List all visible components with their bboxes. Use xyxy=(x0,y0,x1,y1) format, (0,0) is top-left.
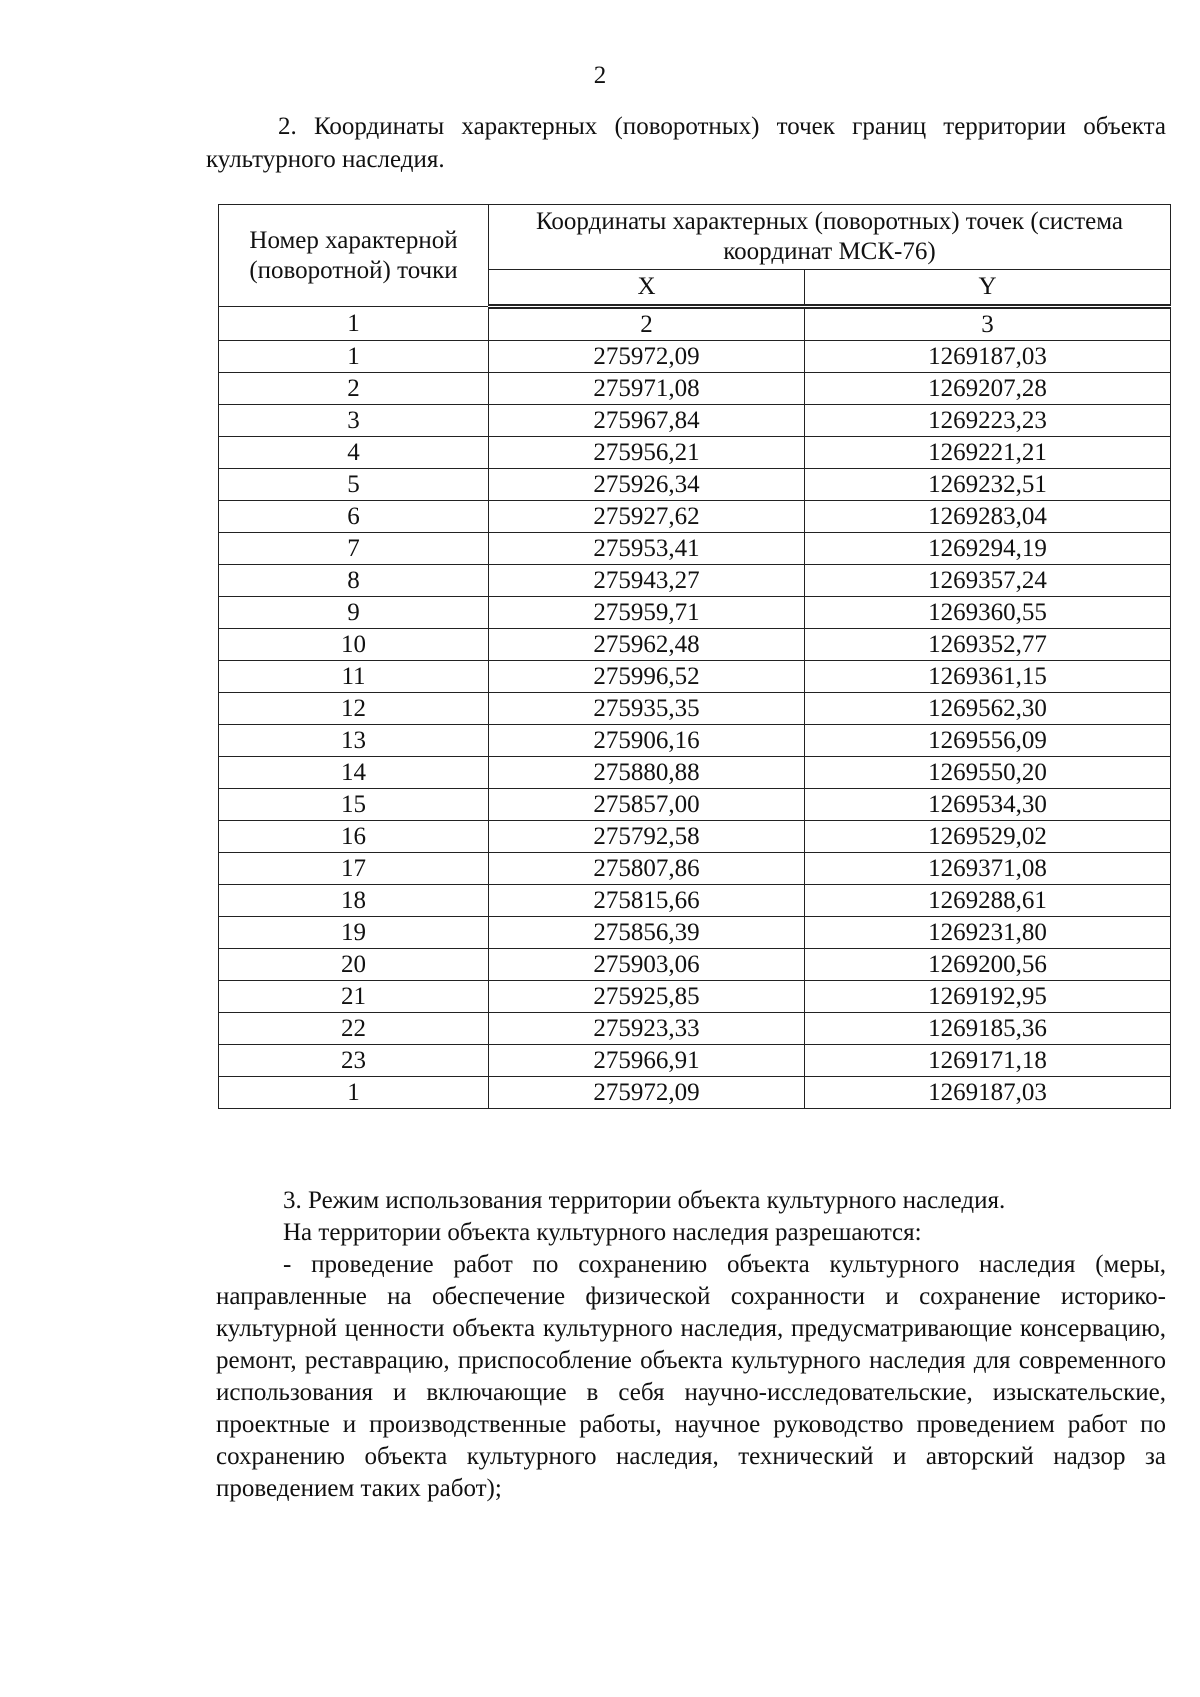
x-coordinate-cell: 275967,84 xyxy=(489,405,805,437)
table-row xyxy=(219,341,1171,373)
y-coordinate-cell: 1269294,19 xyxy=(805,533,1171,565)
point-number-cell: 14 xyxy=(219,757,489,789)
x-coordinate-cell: 275962,48 xyxy=(489,629,805,661)
x-coordinate-cell: 275857,00 xyxy=(489,789,805,821)
x-coordinate-cell: 275926,34 xyxy=(489,469,805,501)
y-coordinate-cell: 1269221,21 xyxy=(805,437,1171,469)
table-row xyxy=(219,1077,1171,1109)
x-coordinate-cell: 275966,91 xyxy=(489,1045,805,1077)
table-row xyxy=(219,373,1171,405)
x-coordinate-cell: 275856,39 xyxy=(489,917,805,949)
y-coordinate-cell: 1269562,30 xyxy=(805,693,1171,725)
column-number: 1 xyxy=(219,307,489,341)
point-number-cell: 7 xyxy=(219,533,489,565)
x-coordinate-cell: 275923,33 xyxy=(489,1013,805,1045)
point-number-cell: 5 xyxy=(219,469,489,501)
point-number-cell: 6 xyxy=(219,501,489,533)
table-row xyxy=(219,469,1171,501)
y-coordinate-cell: 1269231,80 xyxy=(805,917,1171,949)
table-row xyxy=(219,949,1171,981)
y-coordinate-cell: 1269556,09 xyxy=(805,725,1171,757)
table-row xyxy=(219,533,1171,565)
x-coordinate-cell: 275880,88 xyxy=(489,757,805,789)
y-coordinate-cell: 1269207,28 xyxy=(805,373,1171,405)
point-number-cell: 17 xyxy=(219,853,489,885)
section-3-title: 3. Режим использования территории объекта культурного наследия. xyxy=(283,1187,1006,1214)
point-number-cell: 16 xyxy=(219,821,489,853)
table-row xyxy=(219,565,1171,597)
table-row xyxy=(219,757,1171,789)
x-coordinate-cell: 275807,86 xyxy=(489,853,805,885)
point-number-cell: 20 xyxy=(219,949,489,981)
x-coordinate-cell: 275935,35 xyxy=(489,693,805,725)
x-coordinate-cell: 275972,09 xyxy=(489,1077,805,1109)
table-row xyxy=(219,853,1171,885)
table-row xyxy=(219,405,1171,437)
y-coordinate-cell: 1269232,51 xyxy=(805,469,1171,501)
table-row xyxy=(219,885,1171,917)
point-number-cell: 4 xyxy=(219,437,489,469)
x-coordinate-cell: 275903,06 xyxy=(489,949,805,981)
x-coordinate-cell: 275925,85 xyxy=(489,981,805,1013)
table-row xyxy=(219,789,1171,821)
section-3-item-1: - проведение работ по сохранению объекта культурного наследия (меры, направленные на обеспечение физической сохранности и сохранение историко-культурной ценности объекта культурного наследия, предусматривающие консервацию, ремонт, реставрацию, приспособление объекта культурного наследия для современного использования и включающие в себя научно-исследовательские, изыскательские, проектные и производственные работы, научное руководство проведением работ по сохранению объекта культурного наследия, технический и авторский надзор за проведением таких работ); xyxy=(216,1251,1166,1502)
header-coordinates: Координаты характерных (поворотных) точек (система координат МСК-76) xyxy=(489,205,1171,270)
y-coordinate-cell: 1269288,61 xyxy=(805,885,1171,917)
y-coordinate-cell: 1269223,23 xyxy=(805,405,1171,437)
y-coordinate-cell: 1269187,03 xyxy=(805,341,1171,373)
table-row xyxy=(219,597,1171,629)
column-number: 2 xyxy=(489,307,805,341)
y-coordinate-cell: 1269200,56 xyxy=(805,949,1171,981)
y-coordinate-cell: 1269187,03 xyxy=(805,1077,1171,1109)
table-row xyxy=(219,917,1171,949)
x-coordinate-cell: 275927,62 xyxy=(489,501,805,533)
point-number-cell: 1 xyxy=(219,341,489,373)
point-number-cell: 2 xyxy=(219,373,489,405)
point-number-cell: 13 xyxy=(219,725,489,757)
x-coordinate-cell: 275943,27 xyxy=(489,565,805,597)
x-coordinate-cell: 275815,66 xyxy=(489,885,805,917)
header-x: X xyxy=(489,270,805,307)
column-number-row xyxy=(219,307,1171,341)
point-number-cell: 3 xyxy=(219,405,489,437)
y-coordinate-cell: 1269361,15 xyxy=(805,661,1171,693)
point-number-cell: 9 xyxy=(219,597,489,629)
table-row xyxy=(219,821,1171,853)
column-number: 3 xyxy=(805,307,1171,341)
table-row xyxy=(219,725,1171,757)
x-coordinate-cell: 275971,08 xyxy=(489,373,805,405)
y-coordinate-cell: 1269357,24 xyxy=(805,565,1171,597)
table-row xyxy=(219,501,1171,533)
x-coordinate-cell: 275996,52 xyxy=(489,661,805,693)
table-row xyxy=(219,693,1171,725)
header-y: Y xyxy=(805,270,1171,307)
x-coordinate-cell: 275953,41 xyxy=(489,533,805,565)
y-coordinate-cell: 1269529,02 xyxy=(805,821,1171,853)
y-coordinate-cell: 1269171,18 xyxy=(805,1045,1171,1077)
x-coordinate-cell: 275972,09 xyxy=(489,341,805,373)
y-coordinate-cell: 1269371,08 xyxy=(805,853,1171,885)
header-point-number: Номер характерной (поворотной) точки xyxy=(219,205,489,307)
section-2-heading: 2. Координаты характерных (поворотных) точек границ территории объекта культурного наследия. xyxy=(206,113,1166,173)
section-3-intro: На территории объекта культурного наследия разрешаются: xyxy=(283,1219,922,1246)
y-coordinate-cell: 1269352,77 xyxy=(805,629,1171,661)
y-coordinate-cell: 1269283,04 xyxy=(805,501,1171,533)
x-coordinate-cell: 275792,58 xyxy=(489,821,805,853)
table-row xyxy=(219,437,1171,469)
point-number-cell: 15 xyxy=(219,789,489,821)
point-number-cell: 1 xyxy=(219,1077,489,1109)
y-coordinate-cell: 1269185,36 xyxy=(805,1013,1171,1045)
y-coordinate-cell: 1269534,30 xyxy=(805,789,1171,821)
point-number-cell: 10 xyxy=(219,629,489,661)
point-number-cell: 18 xyxy=(219,885,489,917)
y-coordinate-cell: 1269360,55 xyxy=(805,597,1171,629)
table-row xyxy=(219,629,1171,661)
point-number-cell: 19 xyxy=(219,917,489,949)
x-coordinate-cell: 275956,21 xyxy=(489,437,805,469)
point-number-cell: 11 xyxy=(219,661,489,693)
table-row xyxy=(219,981,1171,1013)
point-number-cell: 8 xyxy=(219,565,489,597)
table-body xyxy=(219,307,1171,1109)
table-row xyxy=(219,1045,1171,1077)
coordinates-table xyxy=(218,204,1171,1109)
x-coordinate-cell: 275906,16 xyxy=(489,725,805,757)
x-coordinate-cell: 275959,71 xyxy=(489,597,805,629)
point-number-cell: 23 xyxy=(219,1045,489,1077)
y-coordinate-cell: 1269192,95 xyxy=(805,981,1171,1013)
y-coordinate-cell: 1269550,20 xyxy=(805,757,1171,789)
section-3 xyxy=(216,1185,1166,1505)
table-row xyxy=(219,661,1171,693)
point-number-cell: 22 xyxy=(219,1013,489,1045)
point-number-cell: 21 xyxy=(219,981,489,1013)
table-row xyxy=(219,1013,1171,1045)
page-number: 2 xyxy=(593,62,607,89)
point-number-cell: 12 xyxy=(219,693,489,725)
